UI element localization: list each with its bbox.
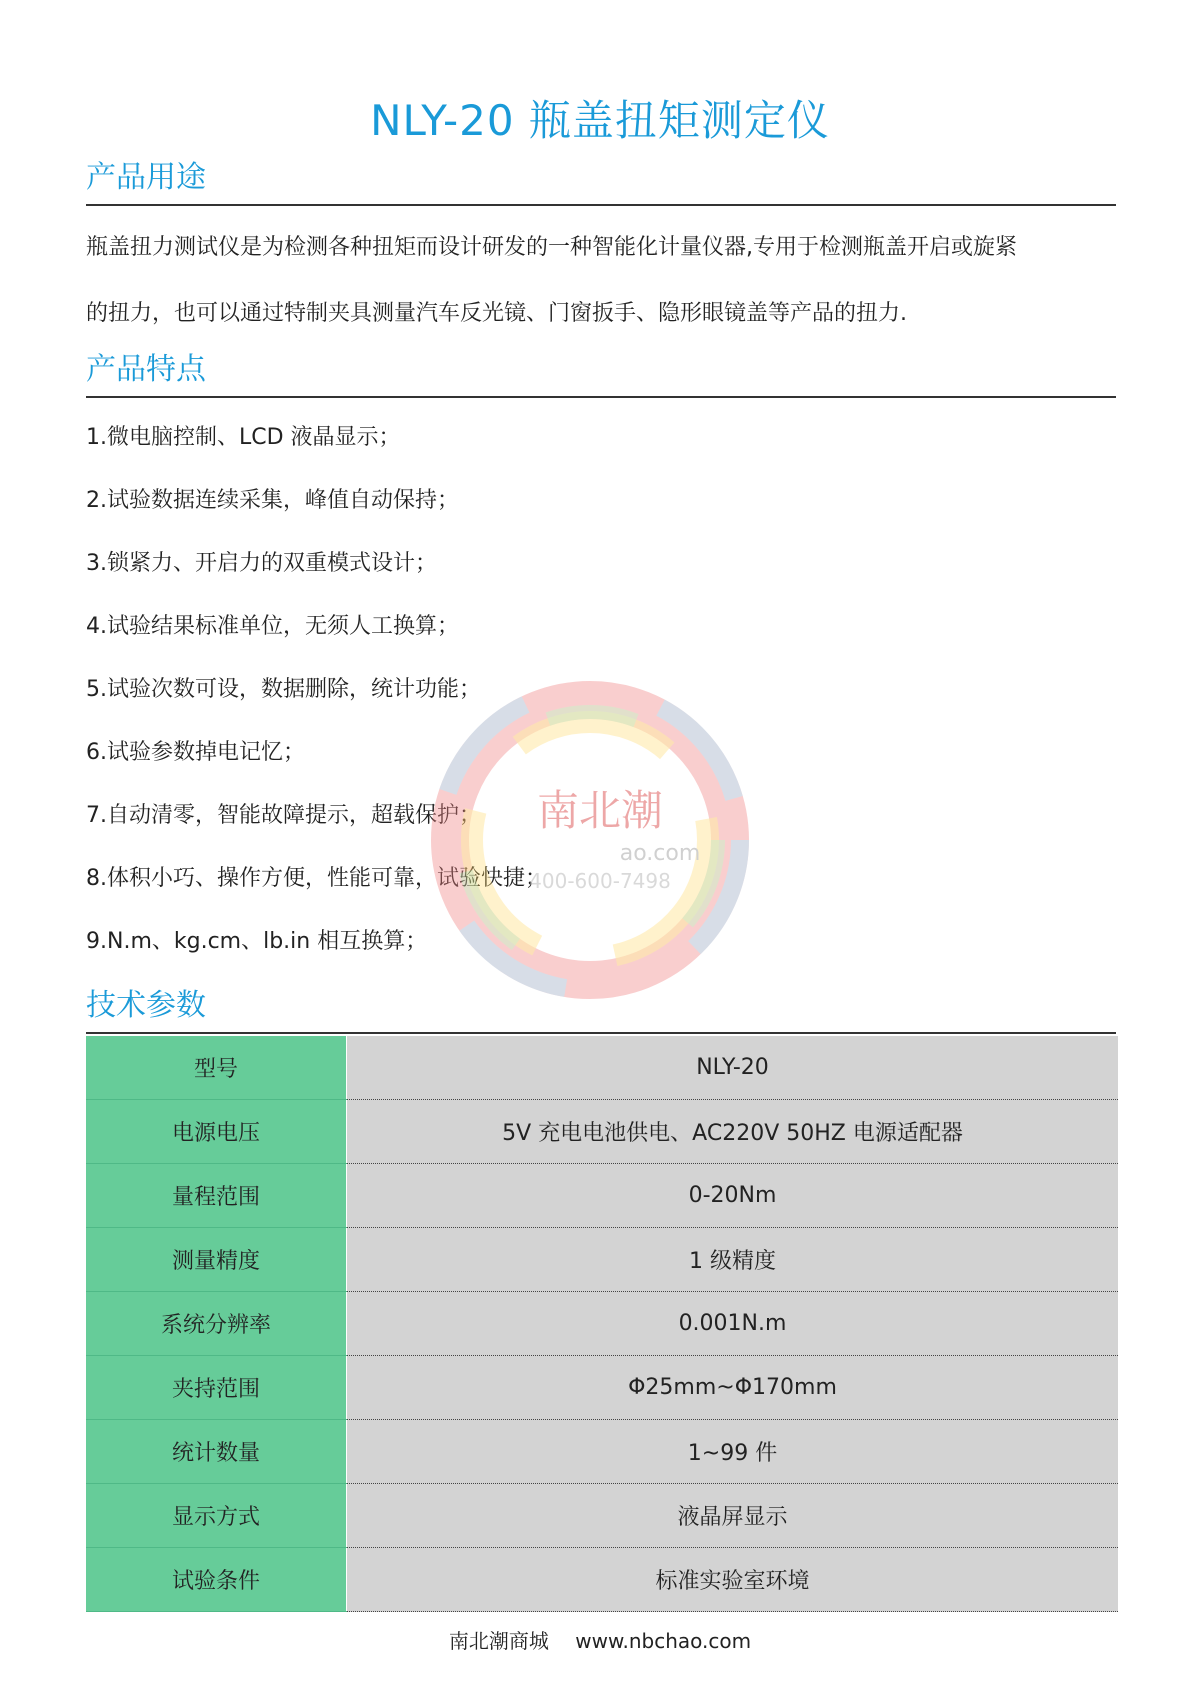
usage-text-line-2: 的扭力，也可以通过特制夹具测量汽车反光镜、门窗扳手、隐形眼镜盖等产品的扭力. [86,301,907,326]
spec-value: 标准实验室环境 [347,1548,1119,1612]
section-specs-heading: 技术参数 [86,988,206,1023]
spec-value: 0-20Nm [347,1164,1119,1228]
spec-label: 量程范围 [86,1164,347,1228]
watermark-logo [400,650,780,1030]
spec-value: 1 级精度 [347,1228,1119,1292]
table-row [86,1100,1118,1164]
watermark-brand: 南北潮 [536,786,664,835]
spec-value: NLY-20 [347,1036,1119,1100]
spec-value: Φ25mm~Φ170mm [347,1356,1119,1420]
table-row [86,1484,1118,1548]
feature-item: 4.试验结果标准单位，无须人工换算； [86,614,459,639]
spec-label: 型号 [86,1036,347,1100]
spec-label: 测量精度 [86,1228,347,1292]
footer-website-link[interactable]: www.nbchao.com [575,1629,752,1653]
watermark-phone: 400-600-7498 [529,869,671,893]
feature-item: 2.试验数据连续采集，峰值自动保持； [86,488,459,513]
page-footer [0,1625,1200,1654]
feature-item: 9.N.m、kg.cm、lb.in 相互换算； [86,929,428,954]
usage-paragraph [86,215,1126,347]
watermark-domain: ao.com [619,841,701,866]
spec-label: 系统分辨率 [86,1292,347,1356]
table-row [86,1292,1118,1356]
feature-item: 1.微电脑控制、LCD 液晶显示； [86,425,401,450]
feature-item: 5.试验次数可设，数据删除，统计功能； [86,677,481,702]
footer-company: 南北潮商城 [448,1629,549,1653]
usage-text-line-1: 瓶盖扭力测试仪是为检测各种扭矩而设计研发的一种智能化计量仪器,专用于检测瓶盖开启或旋紧 [86,235,1017,260]
spec-table [86,1036,1118,1612]
feature-item: 3.锁紧力、开启力的双重模式设计； [86,551,437,576]
spec-label: 夹持范围 [86,1356,347,1420]
spec-label: 电源电压 [86,1100,347,1164]
section-features-header [86,352,1116,398]
table-row [86,1548,1118,1612]
table-row [86,1164,1118,1228]
spec-value: 5V 充电电池供电、AC220V 50HZ 电源适配器 [347,1100,1119,1164]
spec-value: 液晶屏显示 [347,1484,1119,1548]
feature-item: 6.试验参数掉电记忆； [86,740,305,765]
section-features-heading: 产品特点 [86,352,206,387]
section-usage-heading: 产品用途 [86,160,206,195]
spec-value: 1~99 件 [347,1420,1119,1484]
page-title: NLY-20 瓶盖扭矩测定仪 [370,96,830,145]
feature-item: 7.自动清零，智能故障提示，超载保护； [86,803,481,828]
table-row [86,1036,1118,1100]
spec-label: 显示方式 [86,1484,347,1548]
spec-label: 统计数量 [86,1420,347,1484]
feature-item: 8.体积小巧、操作方便，性能可靠，试验快捷； [86,866,547,891]
spec-value: 0.001N.m [347,1292,1119,1356]
table-row [86,1356,1118,1420]
spec-label: 试验条件 [86,1548,347,1612]
section-usage-header [86,160,1116,206]
table-row [86,1420,1118,1484]
table-row [86,1228,1118,1292]
